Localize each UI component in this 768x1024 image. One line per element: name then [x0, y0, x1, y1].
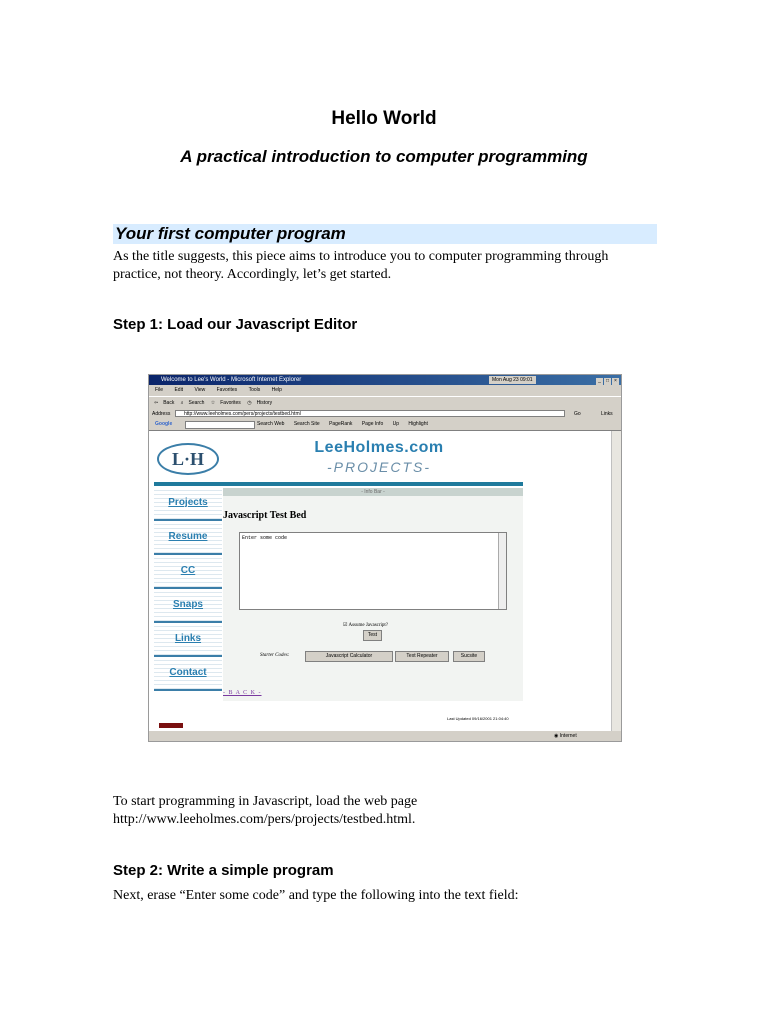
- minimize-icon: _: [596, 378, 603, 385]
- header-band: [154, 482, 523, 486]
- counter-graphic: [159, 723, 183, 728]
- history-icon: ◷: [247, 400, 252, 406]
- google-item: Highlight: [408, 421, 428, 427]
- nav-link-cc: CC: [180, 565, 196, 576]
- assume-label: Assume Javascript?: [348, 623, 389, 628]
- code-textarea: [239, 532, 507, 610]
- toolbar-item: Favorites: [220, 400, 241, 406]
- nav-item: [154, 657, 222, 691]
- status-zone: [554, 731, 577, 741]
- nav-item: [154, 487, 222, 521]
- window-titlebar: [149, 375, 621, 385]
- menu-bar: [149, 385, 621, 396]
- site-logo: L·H: [157, 443, 219, 475]
- page-viewport: [149, 431, 611, 731]
- nav-link-snaps: Snaps: [172, 599, 203, 610]
- nav-link-resume: Resume: [168, 531, 208, 542]
- window-title: Welcome to Lee's World - Microsoft Internet Explorer: [161, 377, 302, 383]
- calculator-button: Javascript Calculator: [305, 651, 393, 662]
- maximize-icon: □: [605, 378, 610, 384]
- document-title: Hello World: [331, 108, 437, 129]
- menu-item: Edit: [174, 387, 184, 393]
- toolbar-item: History: [256, 400, 273, 406]
- repeater-button: Text Repeater: [395, 651, 449, 662]
- step1-heading: Step 1: Load our Javascript Editor: [113, 316, 358, 333]
- nav-item: [154, 521, 222, 555]
- go-button: Go: [574, 411, 581, 417]
- toolbar-item: Search: [188, 400, 205, 406]
- intro-paragraph: As the title suggests, this piece aims to introduce you to computer programming through practice, not theory. Accordingly, let’s get started.: [113, 249, 609, 282]
- sucsite-button: Sucsite: [453, 651, 485, 662]
- menu-item: Tools: [248, 387, 261, 393]
- google-logo: Google: [155, 421, 173, 427]
- site-subtitle: -PROJECTS-: [327, 459, 431, 475]
- info-bar: - Info Bar -: [223, 488, 523, 496]
- load-page-paragraph: To start programming in Javascript, load the web page http://www.leeholmes.com/pers/projects/testbed.html.: [113, 794, 418, 827]
- starter-label: Starter Codes:: [260, 653, 290, 658]
- status-bar: [149, 731, 621, 741]
- nav-link-projects: Projects: [168, 497, 208, 508]
- google-item: Search Site: [293, 421, 320, 427]
- toolbar-item: Back: [163, 400, 175, 406]
- zone-label: Internet: [559, 733, 577, 739]
- close-icon: ×: [612, 378, 619, 385]
- page-scrollbar: [611, 431, 622, 731]
- erase-instruction-paragraph: Next, erase “Enter some code” and type the following into the text field:: [113, 888, 519, 903]
- step2-heading: Step 2: Write a simple program: [113, 862, 334, 879]
- nav-link-links: Links: [174, 633, 202, 644]
- nav-item: [154, 589, 222, 623]
- site-nav: [154, 487, 222, 691]
- browser-screenshot: [148, 374, 622, 742]
- google-item: Page Info: [361, 421, 384, 427]
- google-item: Up: [392, 421, 400, 427]
- menu-item: Favorites: [216, 387, 238, 393]
- section-heading: Your first computer program: [113, 224, 657, 244]
- document-subtitle: A practical introduction to computer programming: [180, 147, 588, 166]
- textarea-scrollbar: [498, 533, 506, 609]
- links-label: Links: [601, 411, 613, 417]
- last-updated: Last Updated 09/16/2001 21:04:40: [447, 716, 509, 721]
- address-label: Address: [152, 411, 171, 417]
- menu-item: Help: [271, 387, 282, 393]
- search-icon: ⌕: [180, 400, 184, 406]
- site-name: LeeHolmes.com: [314, 439, 444, 456]
- back-link: - B A C K -: [223, 690, 262, 696]
- globe-icon: ◉: [554, 733, 559, 739]
- nav-item: [154, 555, 222, 589]
- google-search-box: [185, 421, 255, 429]
- testbed-panel: [223, 496, 523, 701]
- address-bar: [149, 409, 621, 419]
- back-icon: ⇦: [154, 400, 159, 406]
- menu-item: View: [194, 387, 206, 393]
- star-icon: ☆: [210, 400, 216, 406]
- google-item: Search Web: [257, 421, 285, 427]
- assume-javascript-checkbox: [343, 622, 388, 628]
- google-toolbar: [149, 419, 621, 431]
- code-placeholder: Enter some code: [242, 535, 288, 541]
- google-item: PageRank: [329, 421, 353, 427]
- checkbox-icon: ☑: [343, 623, 348, 628]
- clock: Mon Aug 23 09:01: [489, 376, 536, 384]
- browser-toolbar: [149, 396, 621, 410]
- address-field: http://www.leeholmes.com/pers/projects/testbed.html: [175, 410, 565, 417]
- testbed-title: Javascript Test Bed: [223, 510, 307, 521]
- nav-link-contact: Contact: [169, 667, 207, 678]
- test-button: Test: [363, 630, 382, 641]
- menu-item: File: [155, 387, 164, 393]
- nav-item: [154, 623, 222, 657]
